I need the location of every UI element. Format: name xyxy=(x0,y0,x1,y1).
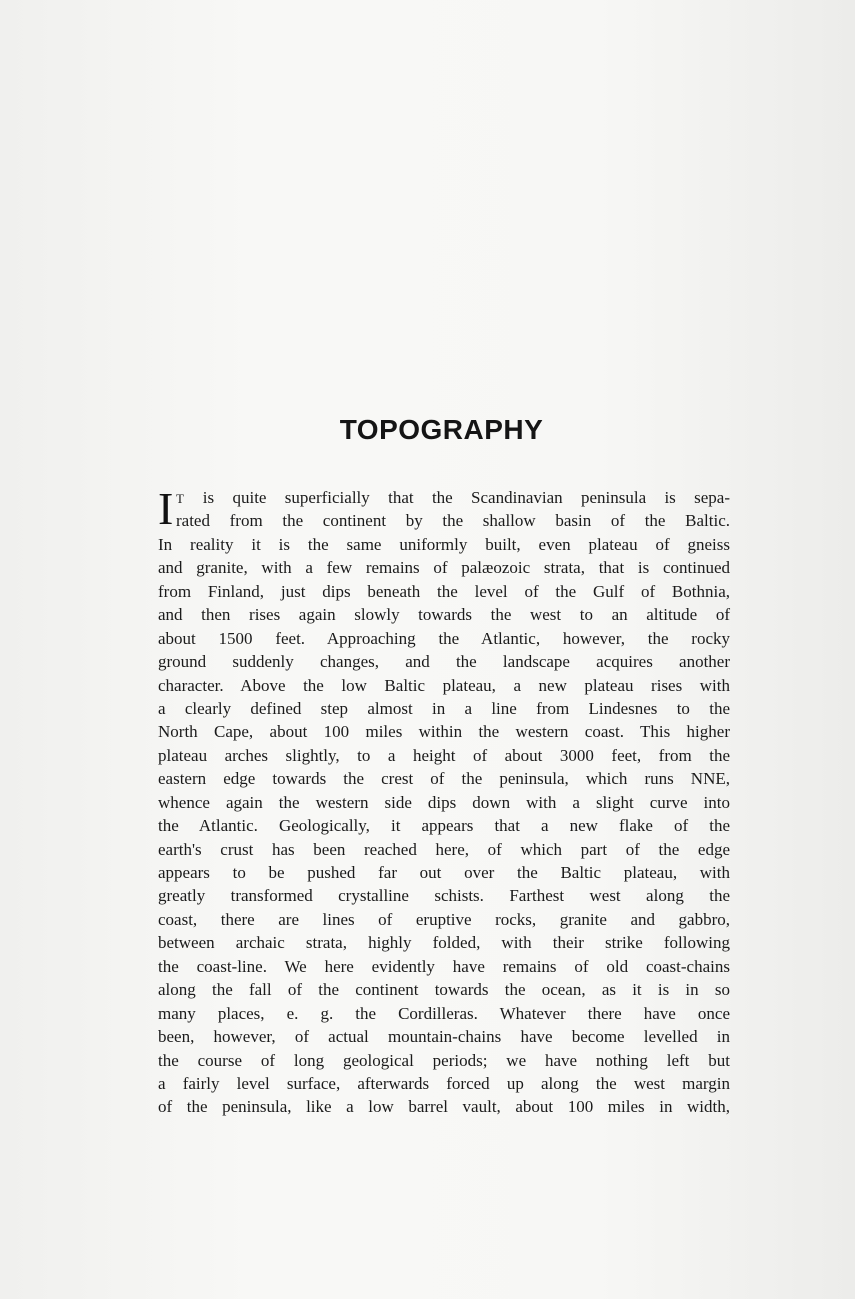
text-line: the Atlantic. Geologically, it appears that a new flake of the xyxy=(158,816,730,836)
text-line: been, however, of actual mountain-chains have become levelled in xyxy=(158,1027,730,1047)
text-line xyxy=(158,486,730,509)
text-line: between archaic strata, highly folded, with their strike following xyxy=(158,933,730,953)
body-paragraph xyxy=(158,483,731,1119)
text-line: coast, there are lines of eruptive rocks, granite and gabbro, xyxy=(158,909,730,929)
text-line: ground suddenly changes, and the landscape acquires another xyxy=(158,652,730,672)
text-line: along the fall of the continent towards the ocean, as it is in so xyxy=(158,980,730,1000)
text-line: and granite, with a few remains of palæozoic strata, that is continued xyxy=(158,558,730,578)
first-word-small-cap: T xyxy=(176,491,185,506)
text-line: about 1500 feet. Approaching the Atlantic, however, the rocky xyxy=(158,628,730,648)
text-line: greatly transformed crystalline schists. Farthest west along the xyxy=(158,886,730,906)
text-line: of the peninsula, like a low barrel vault, about 100 miles in width, xyxy=(158,1097,730,1117)
text-line: many places, e. g. the Cordilleras. Whatever there have once xyxy=(158,1003,730,1023)
drop-cap: I xyxy=(158,483,174,534)
text-line: a fairly level surface, afterwards forced up along the west margin xyxy=(158,1073,730,1093)
text-line: In reality it is the same uniformly built, even plateau of gneiss xyxy=(158,534,730,554)
text-line: and then rises again slowly towards the west to an altitude of xyxy=(158,605,730,625)
text-line: North Cape, about 100 miles within the western coast. This higher xyxy=(158,722,730,742)
text-line: the coast-line. We here evidently have remains of old coast-chains xyxy=(158,956,730,976)
page-title: TOPOGRAPHY xyxy=(339,414,544,445)
text-line: rated from the continent by the shallow basin of the Baltic. xyxy=(176,511,730,531)
text-line: a clearly defined step almost in a line from Lindesnes to the xyxy=(158,698,730,718)
text-line: the course of long geological periods; we have nothing left but xyxy=(158,1050,730,1070)
text-line: earth's crust has been reached here, of which part of the edge xyxy=(158,839,730,859)
text-line: character. Above the low Baltic plateau, a new plateau rises with xyxy=(158,675,730,695)
text-line: whence again the western side dips down with a slight curve into xyxy=(158,792,730,812)
text-line-content: is quite superficially that the Scandinavian peninsula is sepa- xyxy=(202,488,731,507)
text-line: plateau arches slightly, to a height of about 3000 feet, from the xyxy=(158,745,730,765)
text-line: eastern edge towards the crest of the peninsula, which runs NNE, xyxy=(158,769,730,789)
text-line: appears to be pushed far out over the Baltic plateau, with xyxy=(158,863,730,882)
text-line: from Finland, just dips beneath the level of the Gulf of Bothnia, xyxy=(158,581,730,601)
